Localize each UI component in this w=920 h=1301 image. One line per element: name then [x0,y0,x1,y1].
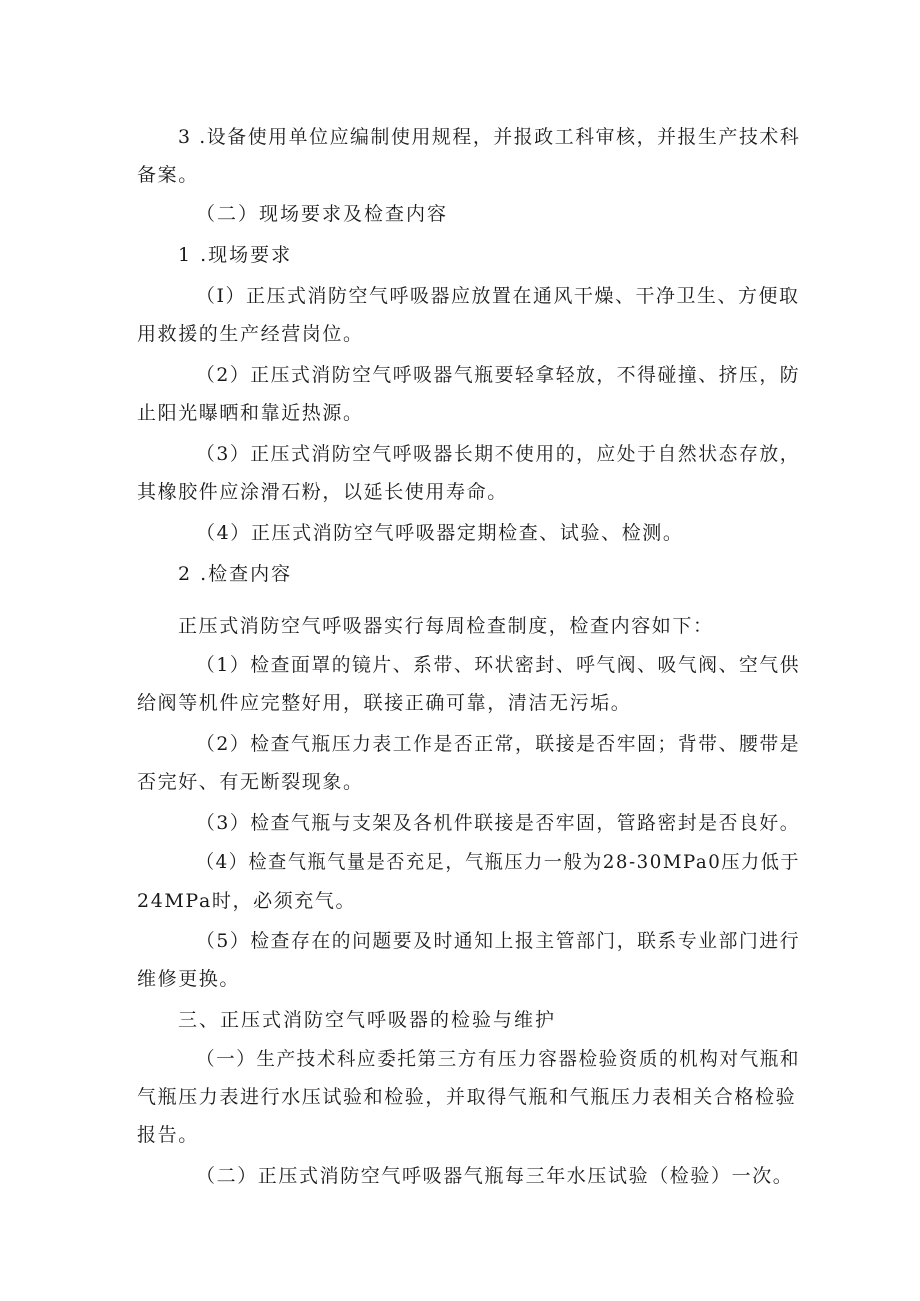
paragraph-line: （3）检查气瓶与支架及各机件联接是否牢固，管路密封是否良好。 [196,812,801,834]
paragraph-line: 报告。 [137,1124,199,1146]
chapter-heading: 三、正压式消防空气呼吸器的检验与维护 [178,1009,557,1031]
paragraph-line: （1）检查面罩的镜片、系带、环状密封、呼气阀、吸气阀、空气供 [196,654,801,676]
paragraph-line: （二）正压式消防空气呼吸器气瓶每三年水压试验（检验）一次。 [196,1165,794,1187]
subsection-heading: 2 .检查内容 [178,563,293,585]
paragraph-line: （4）检查气瓶气量是否充足，气瓶压力一般为28-30MPa0压力低于 [196,851,801,873]
paragraph-line: （I）正压式消防空气呼吸器应放置在通风干燥、干净卫生、方便取 [196,285,800,307]
paragraph-line: 止阳光曝晒和靠近热源。 [137,402,364,424]
paragraph-line: 24MPa时，必须充气。 [137,890,357,912]
paragraph-line: （3）正压式消防空气呼吸器长期不使用的，应处于自然状态存放， [196,443,801,465]
paragraph-line: 维修更换。 [137,968,241,990]
section-heading: （二）现场要求及检查内容 [196,203,449,225]
paragraph-line: 其橡胶件应涂滑石粉，以延长使用寿命。 [137,481,508,503]
paragraph-line: 用救援的生产经营岗位。 [137,323,364,345]
paragraph-line: 气瓶压力表进行水压试验和检验，并取得气瓶和气瓶压力表相关合格检验 [137,1086,797,1108]
paragraph-line: 给阀等机件应完整好用，联接正确可靠，清洁无污垢。 [137,692,632,714]
subsection-heading: 1 .现场要求 [178,244,293,266]
paragraph-line: （2）检查气瓶压力表工作是否正常，联接是否牢固；背带、腰带是 [196,733,801,755]
paragraph-line: （2）正压式消防空气呼吸器气瓶要轻拿轻放，不得碰撞、挤压，防 [196,364,801,386]
paragraph-line: （4）正压式消防空气呼吸器定期检查、试验、检测。 [196,522,684,544]
paragraph-line: 否完好、有无断裂现象。 [137,771,364,793]
paragraph-line: 3 .设备使用单位应编制使用规程，并报政工科审核，并报生产技术科 [178,126,801,148]
paragraph-line: 正压式消防空气呼吸器实行每周检查制度，检查内容如下： [178,615,714,637]
paragraph-line: （一）生产技术科应委托第三方有压力容器检验资质的机构对气瓶和 [196,1048,800,1070]
paragraph-line: 备案。 [137,164,199,186]
paragraph-line: （5）检查存在的问题要及时通知上报主管部门，联系专业部门进行 [196,930,801,952]
